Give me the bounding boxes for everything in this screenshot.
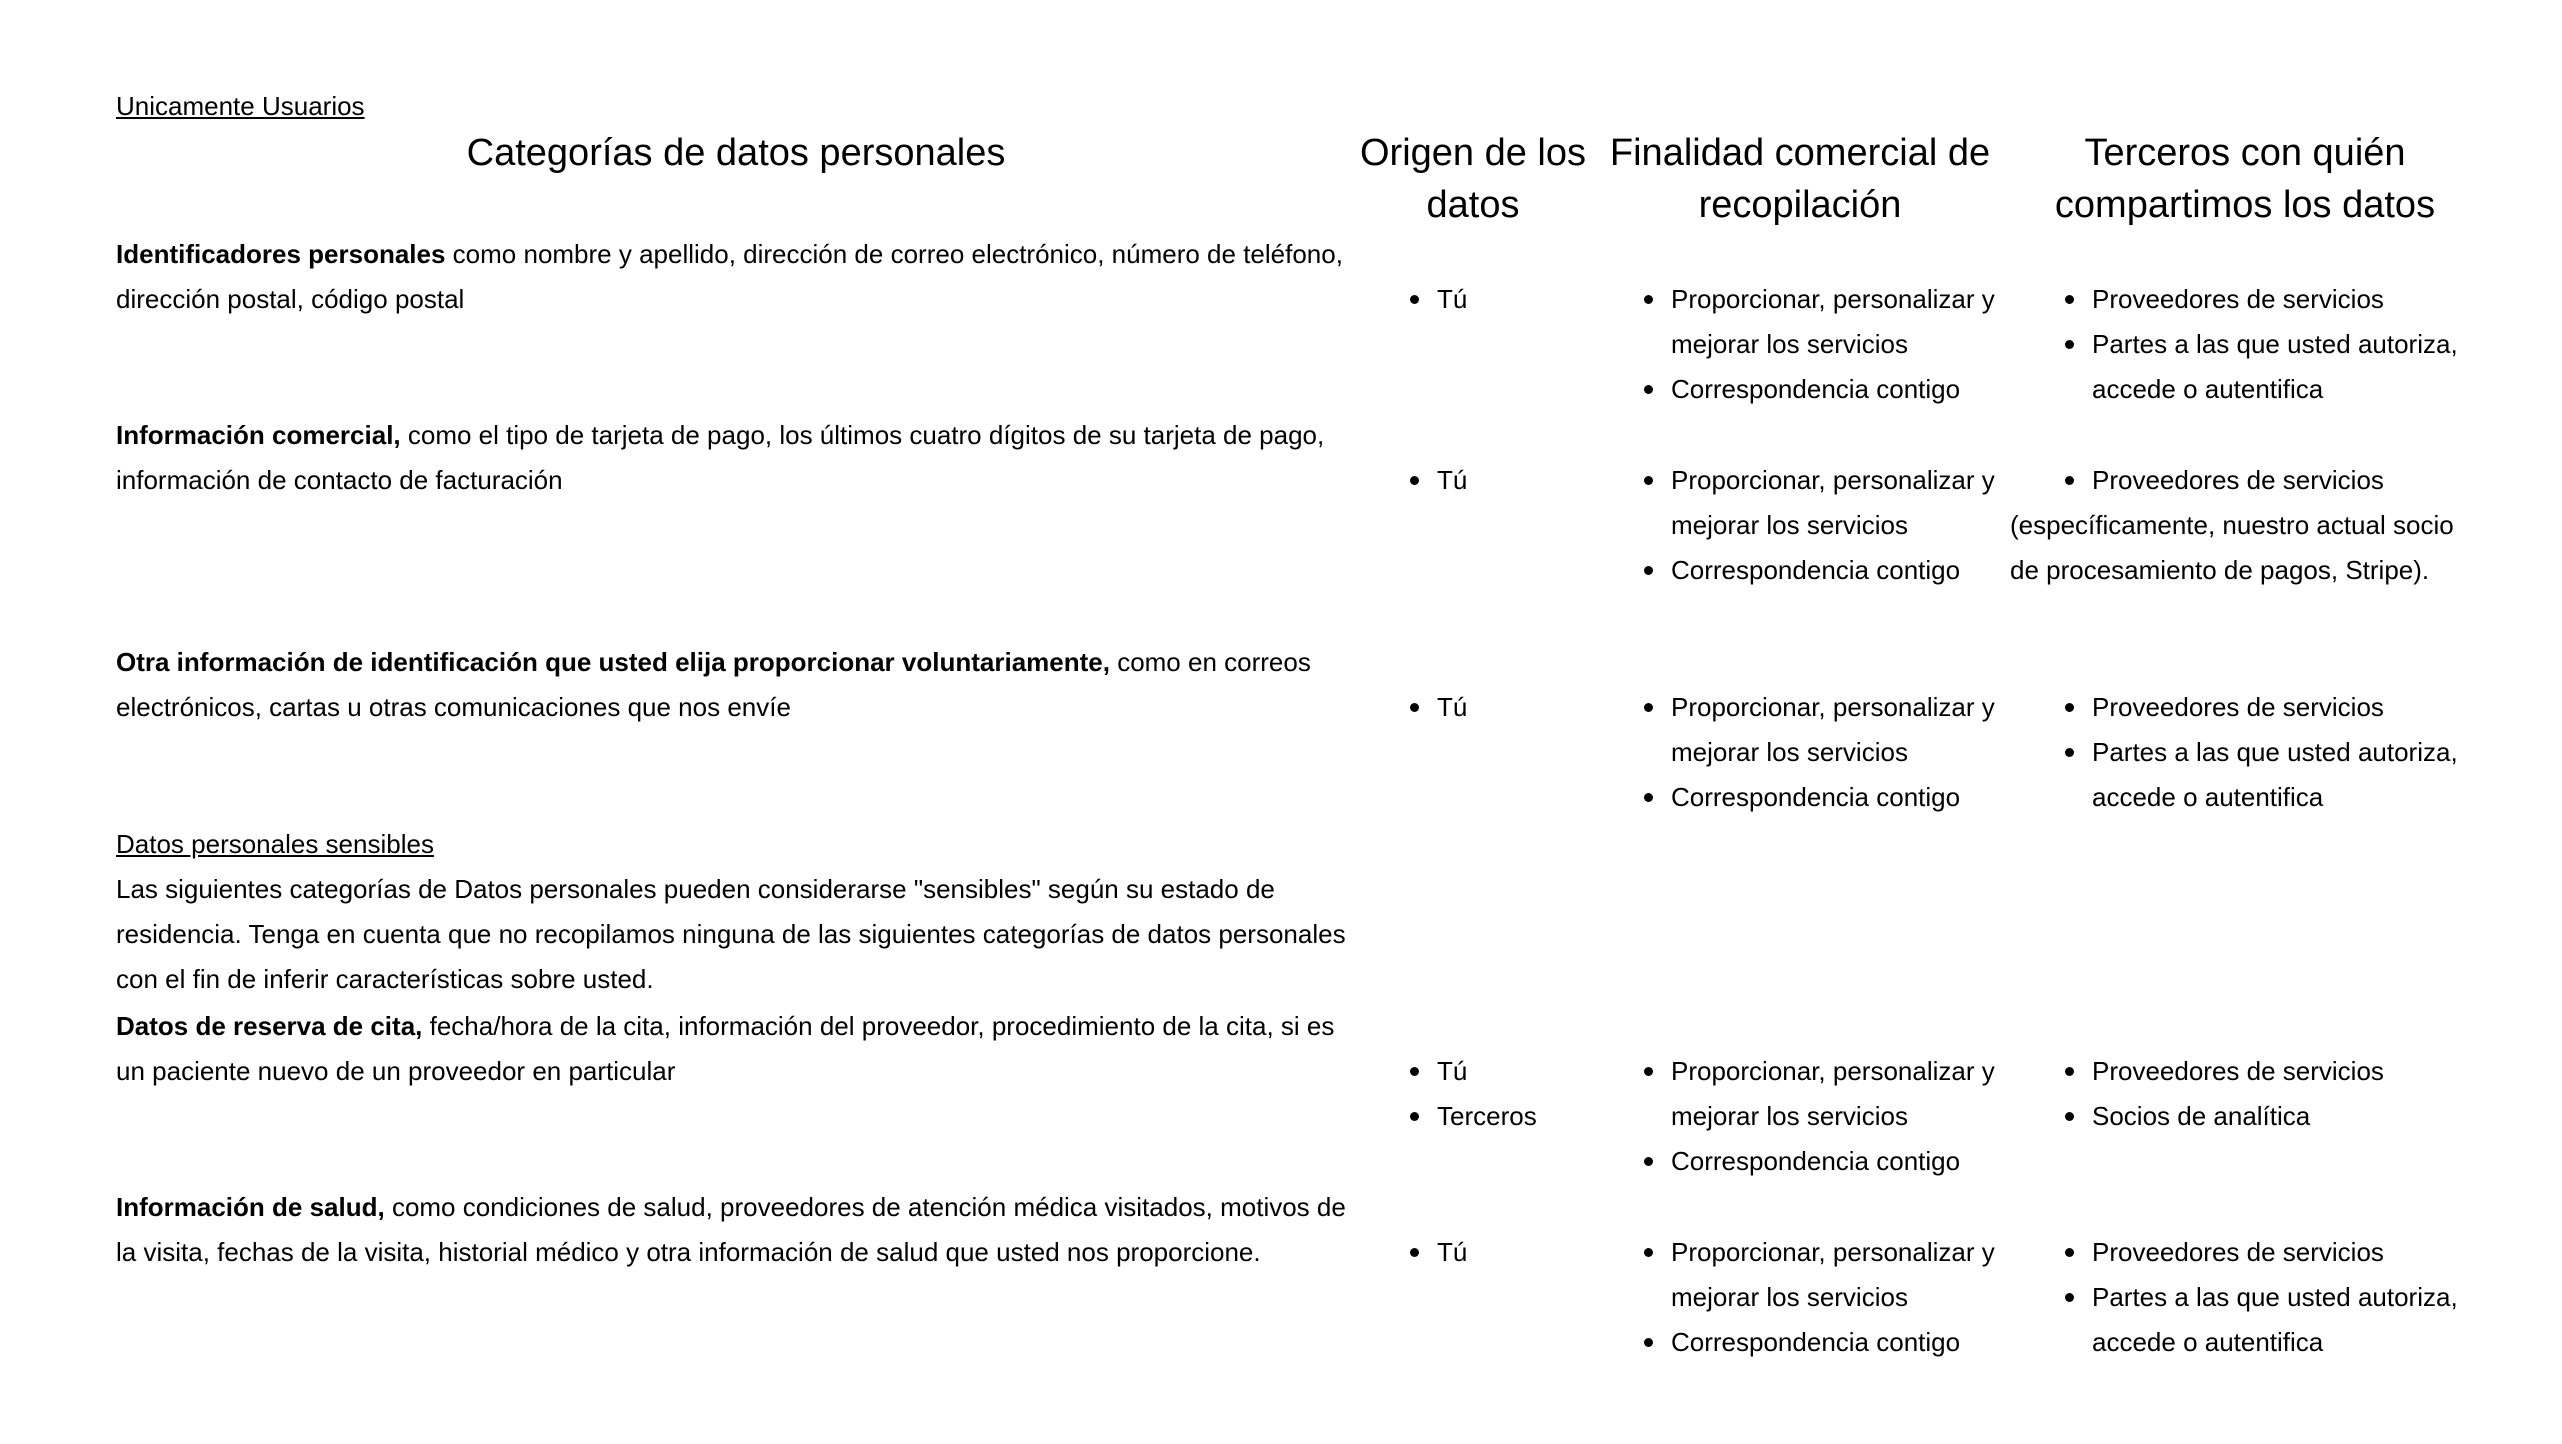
row-3-third-item: Proveedores de servicios xyxy=(2059,685,2489,730)
row-4-third-list xyxy=(2059,1049,2489,1139)
header-purpose-line2: recopilación xyxy=(1698,184,1902,226)
row-5-category xyxy=(116,1185,1366,1275)
row-5-purpose-list xyxy=(1638,1230,2010,1365)
row-4-category-bold: Datos de reserva de cita, xyxy=(116,1011,423,1041)
row-1-third-item: Proveedores de servicios xyxy=(2059,277,2489,322)
row-4-third-item: Socios de analítica xyxy=(2059,1094,2489,1139)
header-third-parties xyxy=(2010,127,2480,231)
row-5-origin-list xyxy=(1404,1230,1594,1275)
row-2-category-rest: como el tipo de tarjeta de pago, los últimos cuatro dígitos de su tarjeta de pago, información de contacto de facturación xyxy=(116,420,1325,495)
sensitive-section-title: Datos personales sensibles xyxy=(116,829,434,859)
row-4-third-item: Proveedores de servicios xyxy=(2059,1049,2489,1094)
row-4-origin-item: Tú xyxy=(1404,1049,1594,1094)
row-3-third-item: Partes a las que usted autoriza, accede o autentifica xyxy=(2059,730,2489,820)
row-1-category-bold: Identificadores personales xyxy=(116,239,446,269)
row-5-third-item: Partes a las que usted autoriza, accede o autentifica xyxy=(2059,1275,2489,1365)
row-2-origin-item: Tú xyxy=(1404,458,1594,503)
row-1-purpose-item: Proporcionar, personalizar y mejorar los servicios xyxy=(1638,277,2010,367)
row-5-origin-item: Tú xyxy=(1404,1230,1594,1275)
row-3-category xyxy=(116,640,1366,730)
row-2-third-list xyxy=(2059,458,2489,503)
row-2-purpose-item: Correspondencia contigo xyxy=(1638,548,2010,593)
row-4-origin-list xyxy=(1404,1049,1594,1139)
row-3-third-list xyxy=(2059,685,2489,820)
row-3-purpose-item: Correspondencia contigo xyxy=(1638,775,2010,820)
header-origin-line1: Origen de los xyxy=(1359,132,1586,174)
row-4-purpose-item: Proporcionar, personalizar y mejorar los servicios xyxy=(1638,1049,2010,1139)
header-categories: Categorías de datos personales xyxy=(466,132,1006,174)
header-origin xyxy=(1358,127,1588,231)
row-5-purpose-item: Proporcionar, personalizar y mejorar los servicios xyxy=(1638,1230,2010,1320)
header-third-line1: Terceros con quién xyxy=(2084,132,2406,174)
header-purpose-line1: Finalidad comercial de xyxy=(1609,132,1991,174)
row-1-purpose-item: Correspondencia contigo xyxy=(1638,367,2010,412)
row-2-third-extra: (específicamente, nuestro actual socio de procesamiento de pagos, Stripe). xyxy=(2010,510,2454,585)
section-label: Unicamente Usuarios xyxy=(116,91,365,121)
row-2-origin-list xyxy=(1404,458,1594,503)
header-origin-line2: datos xyxy=(1426,184,1520,226)
row-1-third-list xyxy=(2059,277,2489,412)
row-5-category-bold: Información de salud, xyxy=(116,1192,385,1222)
row-5-third-list xyxy=(2059,1230,2489,1365)
row-2-category xyxy=(116,413,1366,503)
row-1-category-rest: como nombre y apellido, dirección de correo electrónico, número de teléfono, dirección postal, código postal xyxy=(116,239,1343,314)
row-5-third-item: Proveedores de servicios xyxy=(2059,1230,2489,1275)
row-1-third-item: Partes a las que usted autoriza, accede o autentifica xyxy=(2059,322,2489,412)
row-4-purpose-list xyxy=(1638,1049,2010,1184)
row-2-purpose-list xyxy=(1638,458,2010,593)
sensitive-section-body: Las siguientes categorías de Datos personales pueden considerarse "sensibles" según su estado de residencia. Tenga en cuenta que no recopilamos ninguna de las siguientes categorías de datos personales con el fin de inferir características sobre usted. xyxy=(116,874,1346,994)
row-3-category-rest: como en correos electrónicos, cartas u otras comunicaciones que nos envíe xyxy=(116,647,1311,722)
row-2-category-bold: Información comercial, xyxy=(116,420,401,450)
row-4-category xyxy=(116,1004,1366,1094)
row-2-third-item: Proveedores de servicios xyxy=(2059,458,2489,503)
row-1-origin-item: Tú xyxy=(1404,277,1594,322)
row-3-origin-list xyxy=(1404,685,1594,730)
row-3-category-bold: Otra información de identificación que usted elija proporcionar voluntariamente, xyxy=(116,647,1110,677)
row-4-category-rest: fecha/hora de la cita, información del proveedor, procedimiento de la cita, si es un paciente nuevo de un proveedor en particular xyxy=(116,1011,1335,1086)
row-3-origin-item: Tú xyxy=(1404,685,1594,730)
row-5-purpose-item: Correspondencia contigo xyxy=(1638,1320,2010,1365)
row-4-origin-item: Terceros xyxy=(1404,1094,1594,1139)
row-3-purpose-item: Proporcionar, personalizar y mejorar los servicios xyxy=(1638,685,2010,775)
row-2-purpose-item: Proporcionar, personalizar y mejorar los servicios xyxy=(1638,458,2010,548)
row-3-purpose-list xyxy=(1638,685,2010,820)
row-1-category xyxy=(116,232,1366,322)
header-purpose xyxy=(1598,127,2002,231)
header-third-line2: compartimos los datos xyxy=(2054,184,2436,226)
row-1-origin-list xyxy=(1404,277,1594,322)
row-5-category-rest: como condiciones de salud, proveedores de atención médica visitados, motivos de la visita, fechas de la visita, historial médico y otra información de salud que usted nos proporcione. xyxy=(116,1192,1346,1267)
row-4-purpose-item: Correspondencia contigo xyxy=(1638,1139,2010,1184)
row-1-purpose-list xyxy=(1638,277,2010,412)
